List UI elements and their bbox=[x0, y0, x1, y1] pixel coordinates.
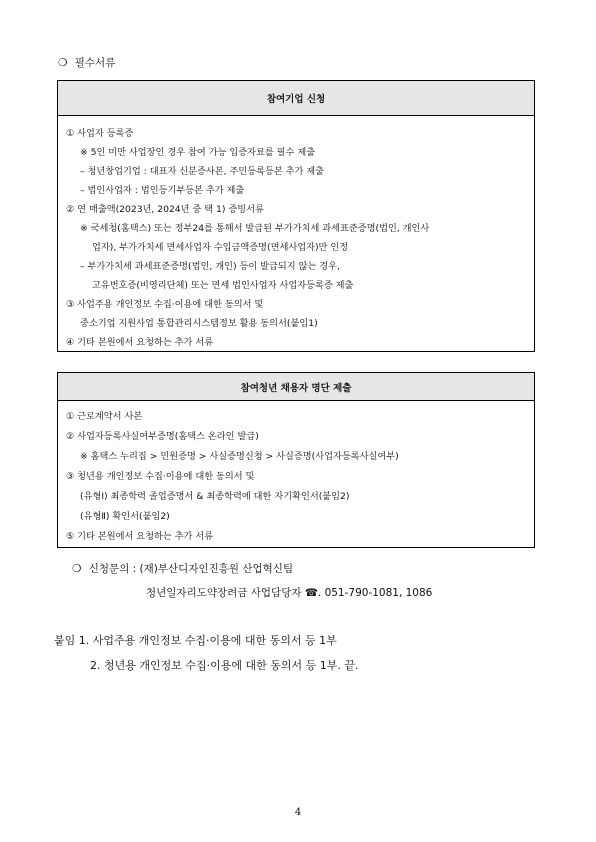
doc-item: ① 근로계약서 사본 bbox=[66, 411, 143, 422]
doc-item: ⑤ 기타 본원에서 요청하는 추가 서류 bbox=[66, 531, 214, 542]
box-company-application-title: 참여기업 신청 bbox=[58, 81, 534, 116]
circle-bullet-icon: ❍ bbox=[72, 563, 82, 575]
doc-item: ② 연 매출액(2023년, 2024년 중 택 1) 증빙서류 bbox=[66, 204, 264, 215]
box-youth-hire-list-title: 참여청년 채용자 명단 제출 bbox=[58, 373, 534, 401]
doc-item: ④ 기타 본원에서 요청하는 추가 서류 bbox=[66, 337, 214, 348]
section-heading-title: 필수서류 bbox=[74, 57, 116, 69]
contact-line-2: 청년일자리도약장려금 사업담당자 ☎. 051-790-1081, 1086 bbox=[146, 587, 433, 599]
attachment-line-1: 붙임 1. 사업주용 개인정보 수집·이용에 대한 동의서 등 1부 bbox=[54, 634, 337, 647]
doc-note: – 부가가치세 과세표준증명(법인, 개인) 등이 발급되지 않는 경우, bbox=[80, 261, 340, 272]
doc-note: ※ 5인 미만 사업장인 경우 참여 가능 입증자료를 필수 제출 bbox=[80, 147, 316, 158]
doc-note: (유형Ⅱ) 확인서(붙임2) bbox=[80, 511, 170, 522]
doc-item: ③ 사업주용 개인정보 수집·이용에 대한 동의서 및 bbox=[66, 299, 264, 310]
doc-item: ② 사업자등록사실여부증명(홈택스 온라인 발급) bbox=[66, 431, 259, 442]
doc-note: – 청년창업기업 : 대표자 신분증사본, 주민등록등본 추가 제출 bbox=[80, 166, 325, 177]
attachment-line-2: 2. 청년용 개인정보 수집·이용에 대한 동의서 등 1부. 끝. bbox=[90, 659, 359, 672]
circle-bullet-icon: ❍ bbox=[58, 57, 68, 69]
page-number: 4 bbox=[294, 807, 302, 818]
doc-note: ※ 홈택스 누리집 > 민원증명 > 사실증명신청 > 사실증명(사업자등록사실여부) bbox=[80, 451, 399, 462]
doc-note: 업자), 부가가치세 면세사업자 수입금액증명(면세사업자)만 인정 bbox=[92, 242, 349, 253]
doc-item: ③ 청년용 개인정보 수집·이용에 대한 동의서 및 bbox=[66, 471, 255, 482]
section-heading bbox=[58, 55, 115, 70]
contact-text: 신청문의 : (재)부산디자인진흥원 산업혁신팀 bbox=[88, 563, 294, 575]
doc-note: 중소기업 지원사업 통합관리시스템정보 활용 동의서(붙임1) bbox=[80, 318, 318, 329]
doc-item: ① 사업자 등록증 bbox=[66, 128, 134, 139]
doc-note: (유형Ⅰ) 최종학력 졸업증명서 & 최종학력에 대한 자기확인서(붙임2) bbox=[80, 491, 350, 502]
box-youth-hire-list bbox=[57, 372, 535, 548]
doc-note: 고유번호증(비영리단체) 또는 면세 법인사업자 사업자등록증 제출 bbox=[92, 280, 354, 291]
box-company-application bbox=[57, 80, 535, 352]
doc-note: – 법인사업자 : 법인등기부등본 추가 제출 bbox=[80, 185, 245, 196]
doc-note: ※ 국세청(홈택스) 또는 정부24를 통해서 발급된 부가가치세 과세표준증명(법인, 개인사 bbox=[80, 223, 430, 234]
contact-line-1 bbox=[72, 561, 293, 576]
